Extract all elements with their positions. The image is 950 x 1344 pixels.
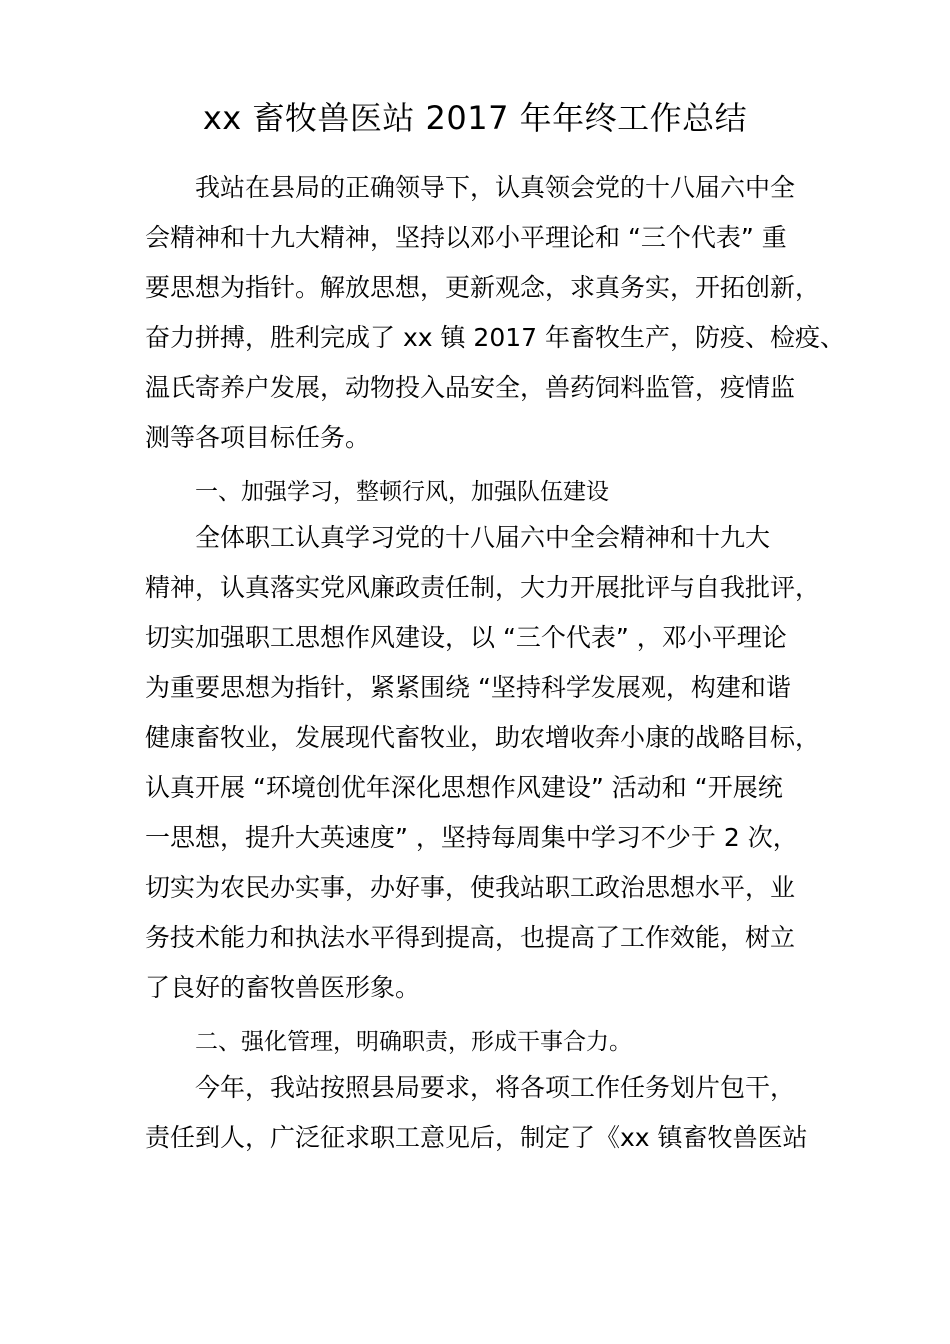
- paragraph-line: 测等各项目标任务。: [145, 423, 371, 452]
- section-heading-1: 一、加强学习，整顿行风，加强队伍建设: [195, 479, 609, 505]
- paragraph-line: 我站在县局的正确领导下，认真领会党的十八届六中全: [195, 173, 796, 202]
- paragraph-line: 认真开展 “环境创优年深化思想作风建设” 活动和 “开展统: [145, 773, 783, 802]
- paragraph-line: 精神，认真落实党风廉政责任制，大力开展批评与自我批评，: [145, 573, 821, 602]
- paragraph-line: 了良好的畜牧兽医形象。: [145, 973, 421, 1002]
- paragraph-line: 健康畜牧业，发展现代畜牧业，助农增收奔小康的战略目标，: [145, 723, 821, 752]
- paragraph-line: 奋力拼搏，胜利完成了 xx 镇 2017 年畜牧生产，防疫、检疫、: [145, 323, 846, 352]
- paragraph-line: 一思想，提升大英速度” ，坚持每周集中学习不少于 2 次，: [145, 823, 798, 852]
- section-heading-2: 二、强化管理，明确职责，形成干事合力。: [195, 1029, 632, 1055]
- paragraph-line: 务技术能力和执法水平得到提高，也提高了工作效能，树立: [145, 923, 796, 952]
- paragraph-line: 全体职工认真学习党的十八届六中全会精神和十九大: [195, 523, 771, 552]
- paragraph-line: 责任到人，广泛征求职工意见后，制定了《xx 镇畜牧兽医站: [145, 1123, 808, 1152]
- paragraph-line: 切实为农民办实事，办好事，使我站职工政治思想水平，业: [145, 873, 796, 902]
- paragraph-line: 切实加强职工思想作风建设，以 “三个代表” ，邓小平理论: [145, 623, 787, 652]
- paragraph-line: 温氏寄养户发展，动物投入品安全，兽药饲料监管，疫情监: [145, 373, 796, 402]
- paragraph-line: 为重要思想为指针，紧紧围绕 “坚持科学发展观，构建和谐: [145, 673, 791, 702]
- document-title: xx 畜牧兽医站 2017 年年终工作总结: [202, 99, 748, 137]
- paragraph-line: 会精神和十九大精神，坚持以邓小平理论和 “三个代表” 重: [145, 223, 787, 252]
- paragraph-line: 要思想为指针。解放思想，更新观念，求真务实，开拓创新，: [145, 273, 821, 302]
- paragraph-line: 今年，我站按照县局要求，将各项工作任务划片包干，: [195, 1073, 796, 1102]
